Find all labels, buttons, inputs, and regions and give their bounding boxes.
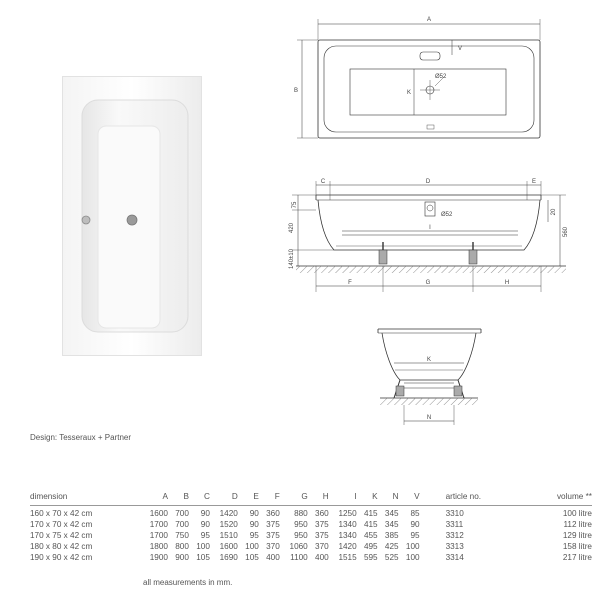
cell-a: 1800 (149, 542, 168, 551)
cell-a: 1700 (149, 531, 168, 540)
cell-g: 1060 (289, 542, 308, 551)
cell-f: 400 (266, 553, 280, 562)
cell-n: 345 (384, 509, 399, 518)
header-h: H (308, 492, 329, 506)
header-v: V (399, 492, 420, 506)
cell-e: 105 (245, 553, 259, 562)
table-row (30, 519, 592, 530)
cell-c: 95 (200, 531, 210, 540)
cell-article-no: 3311 (445, 520, 464, 529)
header-g: G (280, 492, 308, 506)
cell-article-no: 3310 (445, 509, 464, 518)
dim-label-140: 140±10 (289, 249, 295, 269)
cell-b: 800 (175, 542, 189, 551)
cell-k: 595 (363, 553, 378, 562)
cell-n: 385 (384, 531, 399, 540)
dim-label-i: I (429, 225, 431, 231)
cell-v: 100 (405, 542, 420, 551)
cell-g: 950 (294, 531, 308, 540)
cell-article-no: 3314 (445, 553, 464, 562)
cell-e: 90 (249, 520, 259, 529)
cell-f: 375 (266, 531, 280, 540)
dim-label-h: H (504, 280, 510, 286)
dim-label-e: E (531, 179, 537, 185)
cell-a: 1600 (149, 509, 168, 518)
dim-label-420: 420 (289, 222, 295, 234)
dim-label-a: A (426, 17, 432, 23)
cell-dimension: 180 x 80 x 42 cm (30, 542, 93, 551)
cell-g: 880 (294, 509, 308, 518)
dim-label-20: 20 (551, 208, 557, 216)
dim-label-b: B (293, 88, 299, 94)
cell-d: 1690 (219, 553, 238, 562)
table-row (30, 552, 592, 563)
cell-i: 1340 (338, 520, 357, 529)
cell-i: 1515 (338, 553, 357, 562)
cell-k: 415 (363, 520, 378, 529)
cell-c: 100 (196, 542, 210, 551)
cell-dimension: 170 x 75 x 42 cm (30, 531, 93, 540)
cell-volume: 217 litre (562, 553, 592, 562)
cell-a: 1700 (149, 520, 168, 529)
header-a: A (140, 492, 168, 506)
measurement-note: all measurements in mm. (143, 578, 233, 587)
dim-label-waste-diameter: Ø52 (441, 212, 453, 218)
side-view-drawing (296, 195, 566, 266)
dim-label-k: K (407, 90, 412, 96)
header-b: B (168, 492, 189, 506)
cell-h: 375 (315, 531, 329, 540)
cell-k: 455 (363, 531, 378, 540)
cell-dimension: 190 x 90 x 42 cm (30, 553, 93, 562)
header-dimension: dimension (30, 492, 140, 506)
header-article-no: article no. (420, 492, 514, 506)
header-k: K (357, 492, 378, 506)
dim-label-n: N (426, 415, 432, 421)
header-i: I (329, 492, 357, 506)
cell-volume: 100 litre (562, 509, 592, 518)
cell-h: 360 (315, 509, 329, 518)
cell-e: 90 (249, 509, 259, 518)
dim-label-560: 560 (563, 226, 569, 238)
dim-label-g: G (425, 280, 431, 286)
cell-k: 415 (363, 509, 378, 518)
cell-b: 700 (175, 520, 189, 529)
cell-c: 90 (200, 509, 210, 518)
cell-volume: 129 litre (562, 531, 592, 540)
table-row (30, 506, 592, 520)
header-f: F (259, 492, 280, 506)
header-c: C (189, 492, 210, 506)
dim-label-c: C (320, 179, 326, 185)
specification-table (30, 492, 592, 563)
header-d: D (210, 492, 238, 506)
cell-h: 400 (315, 553, 329, 562)
header-volume: volume ** (514, 492, 592, 506)
cell-volume: 158 litre (562, 542, 592, 551)
cell-d: 1520 (219, 520, 238, 529)
cell-h: 375 (315, 520, 329, 529)
front-view-drawing (378, 329, 481, 398)
cell-b: 700 (175, 509, 189, 518)
table-row (30, 541, 592, 552)
cell-i: 1340 (338, 531, 357, 540)
cell-h: 370 (315, 542, 329, 551)
dim-label-d: D (425, 179, 431, 185)
cell-dimension: 160 x 70 x 42 cm (30, 509, 93, 518)
cell-i: 1420 (338, 542, 357, 551)
cell-c: 105 (196, 553, 210, 562)
cell-a: 1900 (149, 553, 168, 562)
cell-d: 1420 (219, 509, 238, 518)
design-credit: Design: Tesseraux + Partner (30, 433, 132, 442)
table-row (30, 530, 592, 541)
top-view-drawing (297, 19, 540, 138)
cell-e: 100 (245, 542, 259, 551)
cell-b: 750 (175, 531, 189, 540)
header-e: E (238, 492, 259, 506)
cell-b: 900 (175, 553, 189, 562)
cell-v: 90 (410, 520, 420, 529)
dim-label-v: V (458, 46, 463, 52)
cell-v: 95 (410, 531, 420, 540)
cell-f: 370 (266, 542, 280, 551)
cell-g: 1100 (290, 553, 308, 562)
dim-label-diameter: Ø52 (435, 74, 447, 80)
cell-v: 85 (410, 509, 420, 518)
cell-f: 360 (266, 509, 280, 518)
header-n: N (378, 492, 399, 506)
cell-n: 425 (384, 542, 399, 551)
dim-label-f: F (348, 280, 352, 286)
cell-volume: 112 litre (563, 520, 592, 529)
cell-article-no: 3312 (445, 531, 464, 540)
cell-e: 95 (249, 531, 259, 540)
cell-k: 495 (363, 542, 378, 551)
cell-dimension: 170 x 70 x 42 cm (30, 520, 93, 529)
cell-n: 345 (384, 520, 399, 529)
cell-i: 1250 (338, 509, 357, 518)
cell-c: 90 (200, 520, 210, 529)
dim-label-75: 75 (292, 201, 298, 209)
table-header-row (30, 492, 592, 506)
cell-d: 1510 (219, 531, 238, 540)
cell-f: 375 (266, 520, 280, 529)
cell-d: 1600 (219, 542, 238, 551)
cell-g: 950 (294, 520, 308, 529)
cell-v: 100 (405, 553, 420, 562)
dim-label-k-front: K (426, 357, 432, 363)
cell-n: 525 (384, 553, 399, 562)
cell-article-no: 3313 (445, 542, 464, 551)
